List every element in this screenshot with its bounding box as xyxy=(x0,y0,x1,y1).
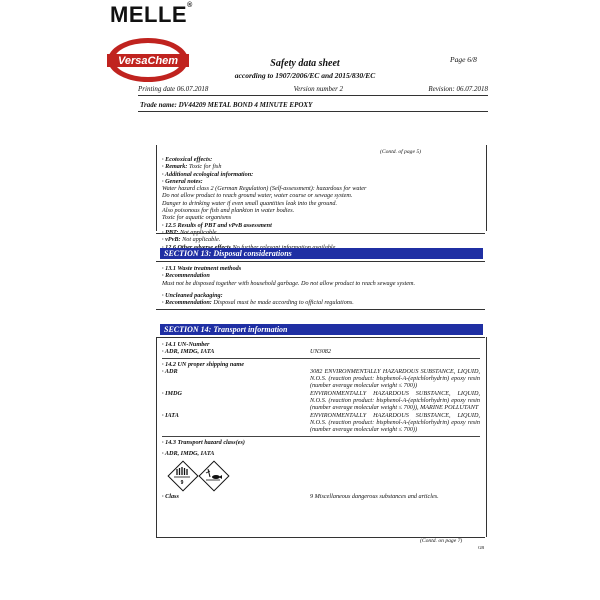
trade-rule xyxy=(138,111,488,112)
adr-value: 3082 ENVIRONMENTALLY HAZARDOUS SUBSTANCE, LIQUID, N.O.S. (reaction product: bisphenol-A-(epichlorhydrin) epoxy resin (number average molecular weight ≤ 700)) xyxy=(310,367,480,390)
class-label: · Class xyxy=(162,493,179,501)
header-rule xyxy=(138,95,488,96)
pbt-value: Not applicable. xyxy=(178,228,219,236)
document-subtitle: according to 1907/2006/EC and 2015/830/EC xyxy=(234,71,376,80)
document-title-block xyxy=(200,58,410,80)
svg-text:9: 9 xyxy=(180,480,184,487)
ecotoxical-effects-label: · Ecotoxical effects: xyxy=(162,156,213,163)
section-14-content xyxy=(162,341,480,500)
document-title: Safety data sheet xyxy=(270,58,340,69)
section-13-content xyxy=(162,265,482,306)
class-value: 9 Miscellaneous dangerous substances and articles. xyxy=(310,493,439,501)
meta-row xyxy=(138,85,488,93)
general-note: Danger to drinking water if even small quantities leak into the ground. xyxy=(162,199,338,207)
svg-text:VersaChem: VersaChem xyxy=(117,55,179,67)
hazard-pictograms xyxy=(168,461,480,489)
iata-value: ENVIRONMENTALLY HAZARDOUS SUBSTANCE, LIQUID, N.O.S. (reaction product: bisphenol-A-(epichlorhydrin) epoxy resin (number average molecular weight ≤ 700)) xyxy=(310,411,480,434)
remark-value: Toxic for fish xyxy=(187,163,222,171)
section-12-content xyxy=(162,156,482,251)
recommendation-label: · Recommendation xyxy=(162,272,210,280)
general-notes-label: · General notes: xyxy=(162,177,203,185)
document-id: GB xyxy=(478,545,485,550)
recommendation-text: Must not be disposed together with household garbage. Do not allow product to reach sewage system. xyxy=(162,279,416,287)
section-13-heading: SECTION 13: Disposal considerations xyxy=(160,248,483,259)
additional-info-label: · Additional ecological information: xyxy=(162,170,254,178)
vpvb-value: Not applicable. xyxy=(180,236,221,244)
versachem-logo xyxy=(105,34,191,86)
general-note: Water hazard class 2 (German Regulation) (Self-assessment): hazardous for water xyxy=(162,185,367,193)
general-note: Do not allow product to reach ground water, water course or sewage system. xyxy=(162,192,353,200)
packaging-recommendation-value: Disposal must be made according to official regulations. xyxy=(211,299,354,307)
remark-label: · Remark: xyxy=(162,163,188,171)
environment-hazard-icon xyxy=(199,461,227,489)
waste-treatment-heading: · 13.1 Waste treatment methods xyxy=(162,265,242,272)
uncleaned-packaging-label: · Uncleaned packaging: xyxy=(162,291,223,299)
contd-from-page: (Contd. of page 5) xyxy=(380,149,422,155)
iata-label: · IATA xyxy=(162,411,179,419)
divider xyxy=(162,436,480,437)
melle-logo: MELLE® xyxy=(110,2,193,27)
un-number-heading: · 14.1 UN-Number xyxy=(162,341,210,348)
section-14-heading: SECTION 14: Transport information xyxy=(160,324,483,335)
pbt-label: · PBT: xyxy=(162,228,179,236)
section-12-bottom-rule xyxy=(156,233,485,234)
un-number-value: UN3082 xyxy=(310,348,331,356)
version-number: Version number 2 xyxy=(293,85,344,93)
general-note: Also poisonous for fish and plankton in water bodies. xyxy=(162,207,295,215)
divider xyxy=(162,358,480,359)
pbt-heading: · 12.5 Results of PBT and vPvB assessment xyxy=(162,221,272,229)
revision-date: Revision: 06.07.2018 xyxy=(428,85,488,93)
hazard-class-heading: · 14.3 Transport hazard class(es) xyxy=(162,438,245,446)
imdg-value: ENVIRONMENTALLY HAZARDOUS SUBSTANCE, LIQUID, N.O.S. (reaction product: bisphenol-A-(epichlorhydrin) epoxy resin (number average molecular weight ≤ 700)), MARINE POLLUTANT xyxy=(310,389,480,412)
printing-date: Printing date 06.07.2018 xyxy=(138,85,209,93)
class-9-miscellaneous-icon xyxy=(168,461,196,489)
packaging-recommendation-label: · Recommendation: xyxy=(162,299,212,307)
page-number: Page 6/8 xyxy=(450,55,477,64)
un-number-label: · ADR, IMDG, IATA xyxy=(162,348,215,356)
hazard-class-modes-label: · ADR, IMDG, IATA xyxy=(162,449,215,457)
vpvb-label: · vPvB: xyxy=(162,236,181,244)
section-13-bottom-rule xyxy=(156,309,485,310)
general-note: Toxic for aquatic organisms xyxy=(162,214,232,222)
section-13-rule xyxy=(156,261,485,262)
contd-on-page: (Contd. on page 7) xyxy=(420,538,463,544)
trade-name: Trade name: DV44209 METAL BOND 4 MINUTE EPOXY xyxy=(140,101,313,109)
imdg-label: · IMDG xyxy=(162,389,182,397)
shipping-name-heading: · 14.2 UN proper shipping name xyxy=(162,360,244,368)
adr-label: · ADR xyxy=(162,367,178,375)
